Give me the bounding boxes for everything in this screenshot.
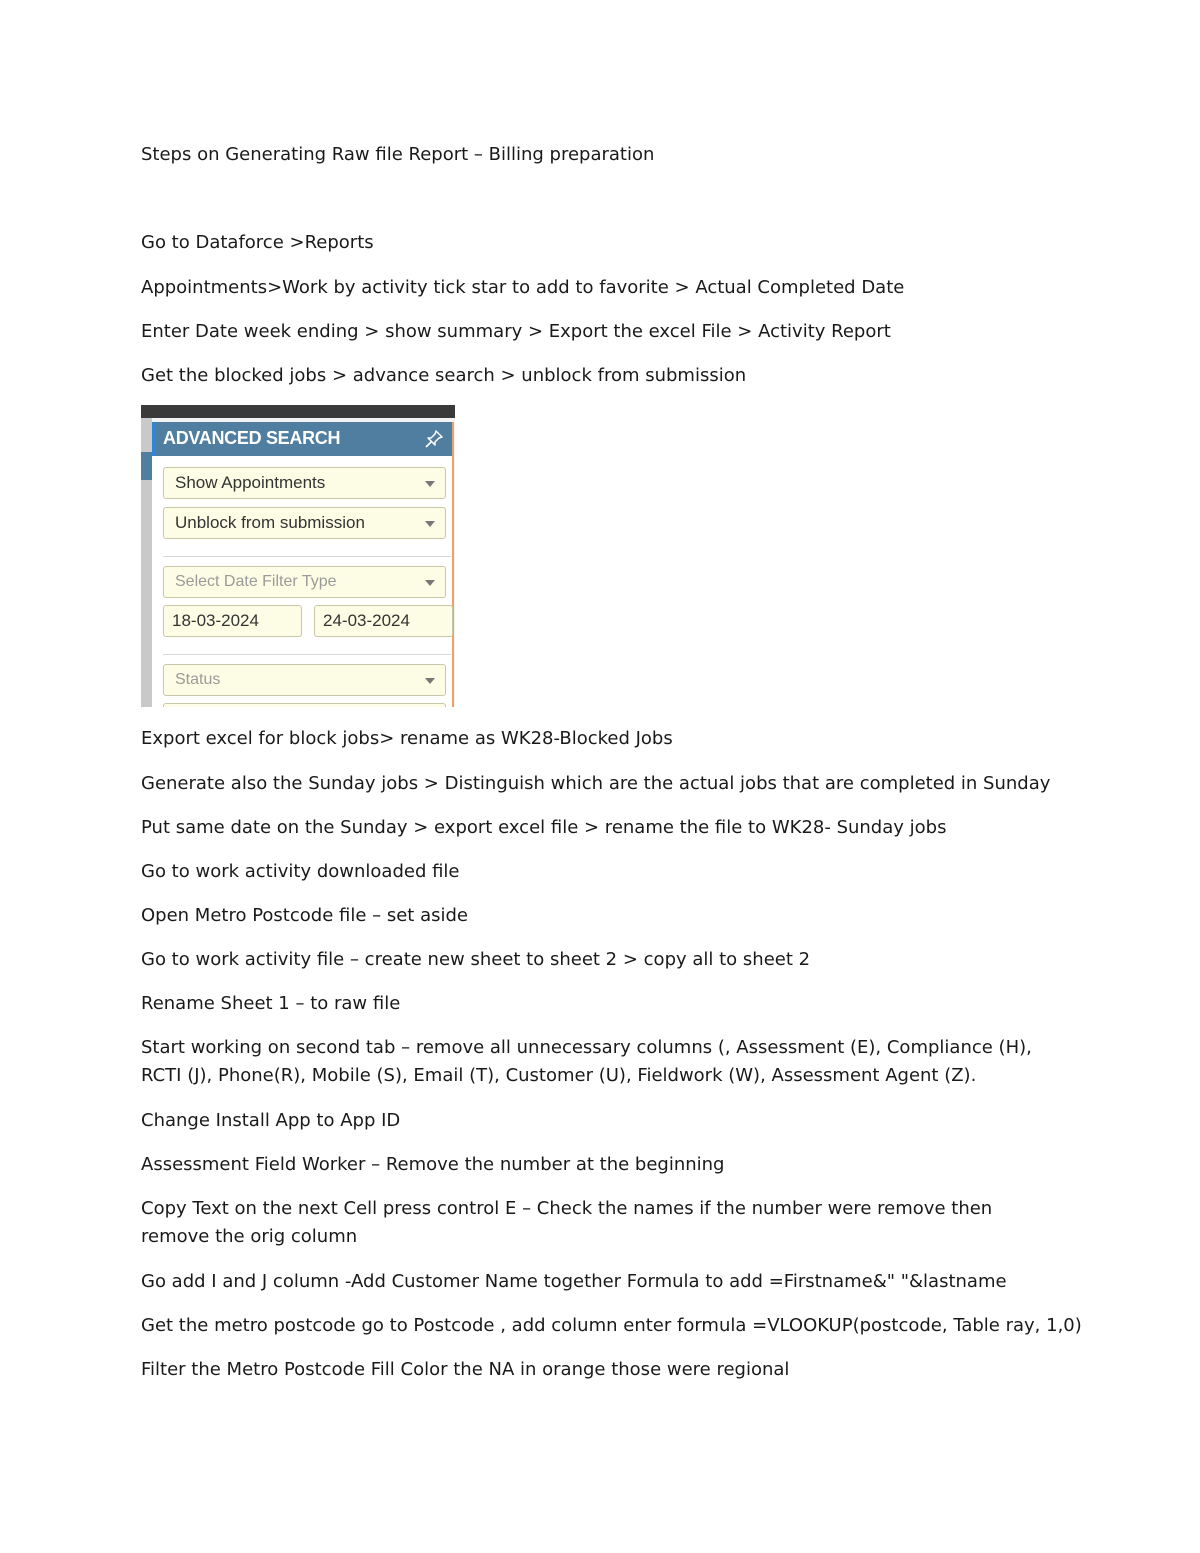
advanced-search-panel [152, 422, 454, 707]
step-line: Enter Date week ending > show summary > Export the excel File > Activity Report [141, 321, 891, 342]
advanced-search-screenshot [141, 405, 455, 707]
show-select-value: Show Appointments [175, 473, 326, 492]
status-placeholder: Status [175, 671, 221, 688]
step-line: Export excel for block jobs> rename as WK28-Blocked Jobs [141, 728, 673, 749]
divider [163, 556, 451, 557]
step-line: Put same date on the Sunday > export excel file > rename the file to WK28- Sunday jobs [141, 817, 947, 838]
status-select[interactable] [163, 664, 446, 696]
pin-icon[interactable] [424, 429, 444, 449]
side-tab-marker [141, 452, 152, 480]
chevron-down-icon [425, 580, 435, 586]
step-line: Go to work activity downloaded file [141, 861, 460, 882]
step-line: Go to Dataforce >Reports [141, 232, 374, 253]
advanced-search-title: ADVANCED SEARCH [163, 428, 341, 448]
date-from-value: 18-03-2024 [172, 611, 259, 630]
window-top-bar [141, 405, 455, 418]
action-select-value: Unblock from submission [175, 513, 365, 532]
step-line: Get the blocked jobs > advance search > unblock from submission [141, 365, 747, 386]
chevron-down-icon [425, 678, 435, 684]
step-line: Copy Text on the next Cell press control E – Check the names if the number were remove then remove the orig column [141, 1198, 993, 1247]
step-line: Rename Sheet 1 – to raw file [141, 993, 401, 1014]
step-line: Change Install App to App ID [141, 1110, 401, 1131]
date-filter-placeholder: Select Date Filter Type [175, 573, 337, 590]
step-line: Go add I and J column -Add Customer Name together Formula to add =Firstname&" "&lastname [141, 1271, 1007, 1292]
chevron-down-icon [425, 521, 435, 527]
step-line: Go to work activity file – create new sheet to sheet 2 > copy all to sheet 2 [141, 949, 811, 970]
step-line: Start working on second tab – remove all unnecessary columns (, Assessment (E), Compliance (H), RCTI (J), Phone(R), Mobile (S), Email (T), Customer (U), Fieldwork (W), Assessment Agent (Z). [141, 1037, 1032, 1086]
divider [163, 654, 451, 655]
step-line: Get the metro postcode go to Postcode , add column enter formula =VLOOKUP(postcode, Table ray, 1,0) [141, 1315, 1082, 1336]
step-line: Generate also the Sunday jobs > Distinguish which are the actual jobs that are completed in Sunday [141, 773, 1051, 794]
date-to-input[interactable] [314, 605, 453, 637]
date-filter-type-select[interactable] [163, 566, 446, 598]
step-line: Open Metro Postcode file – set aside [141, 905, 468, 926]
show-appointments-select[interactable] [163, 467, 446, 499]
chevron-down-icon [425, 481, 435, 487]
step-line: Filter the Metro Postcode Fill Color the NA in orange those were regional [141, 1359, 790, 1380]
step-line: Appointments>Work by activity tick star to add to favorite > Actual Completed Date [141, 277, 905, 298]
advanced-search-header [152, 422, 452, 456]
document-title: Steps on Generating Raw file Report – Billing preparation [141, 144, 655, 165]
date-from-input[interactable] [163, 605, 302, 637]
date-to-value: 24-03-2024 [323, 611, 410, 630]
step-line: Assessment Field Worker – Remove the number at the beginning [141, 1154, 725, 1175]
next-field-partial[interactable] [163, 703, 446, 707]
unblock-action-select[interactable] [163, 507, 446, 539]
